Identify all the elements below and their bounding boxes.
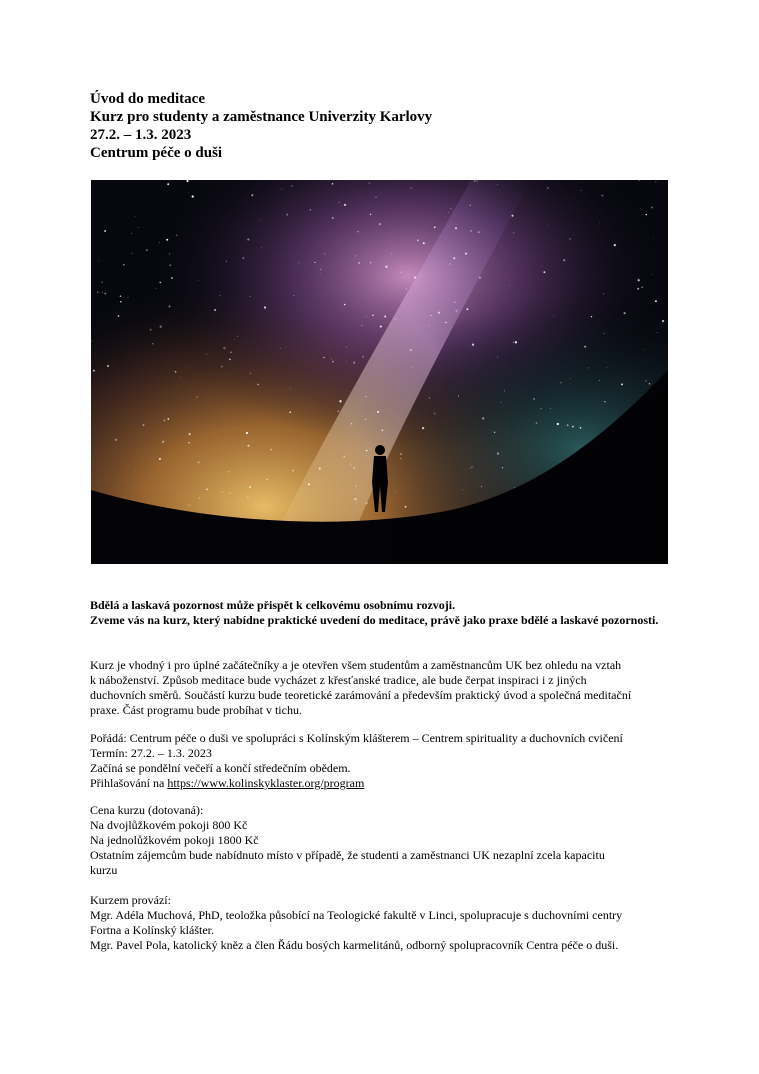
star	[223, 347, 225, 349]
star	[468, 182, 469, 183]
star	[247, 496, 248, 497]
star	[502, 467, 503, 468]
star	[544, 271, 546, 273]
star	[143, 424, 145, 426]
star	[567, 424, 569, 426]
star	[366, 450, 368, 452]
star	[150, 329, 152, 331]
star	[536, 422, 538, 424]
star	[550, 408, 551, 409]
star	[180, 377, 181, 378]
star	[657, 332, 658, 333]
star	[375, 197, 376, 198]
star	[423, 242, 425, 244]
star	[474, 180, 475, 181]
star	[429, 397, 430, 398]
star	[584, 346, 586, 348]
star	[479, 277, 481, 279]
star	[331, 358, 332, 359]
star	[533, 398, 535, 400]
star	[167, 183, 169, 185]
star	[607, 367, 608, 368]
star	[445, 322, 446, 323]
price-note-line-2: kurzu	[90, 863, 118, 877]
star	[470, 205, 472, 207]
star	[604, 333, 605, 334]
star	[557, 423, 559, 425]
guides-heading: Kurzem provází:	[90, 893, 171, 907]
star	[554, 316, 555, 317]
star	[344, 304, 346, 306]
star	[443, 306, 444, 307]
star	[481, 486, 482, 487]
star	[107, 365, 109, 367]
registration-link[interactable]: https://www.kolinskyklaster.org/program	[167, 776, 365, 790]
star	[198, 280, 199, 281]
guide-1-line-2: Fortna a Kolínský klášter.	[90, 923, 214, 937]
star	[343, 456, 344, 457]
course-dates: 27.2. – 1.3. 2023	[90, 127, 192, 143]
star	[280, 348, 281, 349]
info-paragraph	[90, 731, 670, 791]
star	[291, 185, 292, 186]
star	[186, 180, 188, 182]
description-line-1: Kurz je vhodný i pro úplné začátečníky a je otevřen všem studentům a zaměstnancům UK bez ohledu na vztah	[90, 658, 622, 672]
star	[206, 488, 208, 490]
star	[384, 315, 386, 317]
star	[152, 343, 153, 344]
star	[471, 466, 472, 467]
star	[646, 214, 647, 215]
registration-line	[90, 776, 670, 791]
star	[580, 427, 582, 429]
star	[434, 413, 436, 415]
star	[160, 282, 161, 283]
star	[395, 319, 396, 320]
star	[422, 427, 424, 429]
star	[168, 305, 170, 307]
star	[314, 262, 315, 263]
star	[599, 222, 600, 223]
star	[219, 295, 220, 296]
milky-way-illustration	[91, 180, 668, 564]
star	[261, 247, 262, 248]
star	[455, 227, 457, 229]
star	[308, 483, 310, 485]
star	[120, 295, 121, 296]
star	[614, 244, 616, 246]
description-line-2: k náboženství. Způsob meditace bude vycházet z křesťanské tradice, ale bude čerpat inspiraci i z jiných	[90, 673, 587, 687]
star	[260, 220, 261, 221]
star	[264, 306, 266, 308]
star	[131, 233, 132, 234]
star	[662, 320, 664, 322]
star	[370, 262, 371, 263]
star	[257, 384, 259, 386]
star	[431, 315, 432, 316]
star	[138, 227, 139, 228]
star	[171, 277, 173, 279]
star	[323, 357, 324, 358]
star	[603, 293, 604, 294]
star	[637, 288, 639, 290]
star	[245, 495, 246, 496]
star	[410, 349, 412, 351]
star	[118, 315, 120, 317]
star	[497, 452, 499, 454]
star	[135, 216, 136, 217]
star	[98, 261, 99, 262]
star	[355, 255, 356, 256]
star	[450, 208, 451, 209]
star	[414, 276, 416, 278]
star	[228, 471, 229, 472]
star	[653, 238, 654, 239]
star	[365, 396, 367, 398]
star	[166, 239, 168, 241]
star	[514, 487, 515, 488]
lead-line-2: Zveme vás na kurz, který nabídne praktické uvedení do meditace, právě jako praxe bdělé a laskavé pozornosti.	[90, 613, 659, 627]
star	[588, 367, 589, 368]
price-single-room: Na jednolůžkovém pokoji 1800 Kč	[90, 833, 259, 847]
star	[206, 354, 207, 355]
star	[292, 470, 294, 472]
star	[350, 464, 351, 465]
star	[332, 217, 334, 219]
star	[198, 462, 200, 464]
star	[512, 215, 514, 217]
star	[370, 214, 371, 215]
star	[412, 367, 413, 368]
star	[357, 231, 358, 232]
star	[234, 339, 235, 340]
star	[448, 212, 449, 213]
star	[621, 383, 623, 385]
description-paragraph	[90, 658, 670, 718]
star	[547, 187, 548, 188]
star	[294, 295, 295, 296]
star	[453, 257, 455, 259]
star	[127, 297, 128, 298]
star	[572, 426, 574, 428]
star	[169, 264, 171, 266]
star	[366, 502, 368, 504]
star	[97, 291, 99, 293]
header-block	[90, 90, 670, 162]
star	[346, 347, 347, 348]
star	[362, 356, 364, 358]
star	[102, 292, 103, 293]
description-line-4: praxe. Část programu bude probíhat v tichu.	[90, 703, 302, 717]
star	[226, 261, 227, 262]
star	[237, 336, 238, 337]
star	[652, 274, 653, 275]
star	[214, 309, 216, 311]
star	[429, 325, 430, 326]
star	[221, 366, 223, 368]
star	[591, 316, 592, 317]
star	[146, 249, 148, 251]
guide-1-line-1: Mgr. Adéla Muchová, PhD, teoložka působící na Teologické fakultě v Linci, spolupracuje s duchovními centry	[90, 908, 623, 922]
star	[361, 325, 362, 326]
star	[101, 281, 103, 283]
star	[289, 411, 291, 413]
star	[344, 204, 346, 206]
star	[472, 343, 474, 345]
star	[123, 264, 125, 266]
star	[242, 257, 244, 259]
star	[93, 370, 95, 372]
star	[338, 483, 339, 484]
star	[324, 253, 325, 254]
star	[271, 449, 272, 450]
star	[497, 184, 498, 185]
star	[163, 419, 165, 421]
star	[250, 373, 251, 374]
star	[379, 223, 381, 225]
star	[162, 441, 164, 443]
course-title: Úvod do meditace	[90, 91, 205, 107]
star	[175, 371, 177, 373]
star	[513, 342, 514, 343]
star	[229, 358, 231, 360]
star	[509, 285, 510, 286]
star	[286, 214, 288, 216]
registration-prefix: Přihlašování na	[90, 776, 168, 790]
star	[563, 259, 565, 261]
star	[156, 288, 157, 289]
star	[570, 378, 571, 379]
star	[332, 183, 334, 185]
star	[458, 396, 459, 397]
star	[353, 361, 355, 363]
star	[176, 235, 177, 236]
night-sky-photo	[91, 180, 668, 564]
star	[644, 349, 645, 350]
star	[339, 202, 340, 203]
star	[169, 253, 170, 254]
star	[477, 181, 478, 182]
star	[497, 357, 498, 358]
star	[599, 380, 600, 381]
star	[160, 325, 162, 327]
description-line-3: duchovních směrů. Součástí kurzu bude teoretické zarámování a především praktický úvod a společná meditační	[90, 688, 632, 702]
star	[320, 269, 322, 271]
star	[159, 242, 160, 243]
star	[250, 296, 251, 297]
star	[651, 206, 653, 208]
star	[641, 287, 642, 288]
star	[470, 468, 471, 469]
lead-line-1: Bdělá a laskavá pozornost může přispět k celkovému osobnímu rozvoji.	[90, 598, 456, 612]
star	[649, 383, 650, 384]
star	[366, 316, 367, 317]
star	[465, 253, 467, 255]
guides-paragraph	[90, 893, 670, 953]
star	[132, 253, 133, 254]
star	[247, 238, 249, 240]
star	[482, 417, 484, 419]
star	[290, 388, 291, 389]
star	[353, 467, 355, 469]
star	[400, 453, 402, 455]
course-organizer: Centrum péče o duši	[90, 145, 223, 161]
star	[355, 485, 357, 487]
star	[392, 253, 393, 254]
star	[501, 402, 502, 403]
star	[346, 361, 347, 362]
star	[604, 401, 605, 402]
star	[645, 380, 646, 381]
star	[400, 458, 401, 459]
star	[504, 390, 505, 391]
star	[159, 458, 161, 460]
star	[581, 190, 582, 191]
schedule-line: Začíná se pondělní večeří a končí středečním obědem.	[90, 761, 351, 775]
star	[120, 301, 121, 302]
term-line: Termín: 27.2. – 1.3. 2023	[90, 746, 212, 760]
star	[478, 231, 480, 233]
star	[246, 432, 248, 434]
course-subtitle: Kurz pro studenty a zaměstnance Univerzity Karlovy	[90, 109, 433, 125]
star	[197, 396, 198, 397]
star	[638, 279, 640, 281]
star	[189, 505, 190, 506]
star	[448, 227, 449, 228]
star	[189, 433, 191, 435]
star	[377, 411, 379, 413]
star	[395, 491, 396, 492]
star	[233, 429, 234, 430]
star	[405, 506, 407, 508]
star	[400, 271, 401, 272]
star	[310, 209, 312, 211]
star	[639, 180, 640, 181]
star	[454, 302, 455, 303]
lead-text	[90, 598, 670, 628]
star	[167, 418, 169, 420]
star	[434, 226, 436, 228]
price-paragraph	[90, 803, 670, 878]
price-double-room: Na dvojlůžkovém pokoji 800 Kč	[90, 818, 248, 832]
star	[115, 439, 117, 441]
star	[281, 189, 282, 190]
star	[319, 468, 321, 470]
star	[261, 509, 262, 510]
star	[449, 263, 450, 264]
star	[466, 308, 468, 310]
star	[247, 445, 249, 447]
star	[456, 310, 458, 312]
star	[417, 239, 419, 241]
star	[547, 225, 548, 226]
star	[515, 341, 517, 343]
star	[104, 293, 106, 295]
star	[354, 498, 356, 500]
star	[351, 423, 352, 424]
star	[602, 195, 604, 197]
star	[470, 230, 472, 232]
star	[320, 273, 321, 274]
price-note-line-1: Ostatním zájemcům bude nabídnuto místo v případě, že studenti a zaměstnanci UK nezaplní zcela kapacitu	[90, 848, 605, 862]
guide-2: Mgr. Pavel Pola, katolický kněz a člen Řádu bosých karmelitánů, odborný spolupracovník Centra péče o duši.	[90, 938, 619, 952]
star	[462, 490, 463, 491]
star	[624, 312, 626, 314]
star	[569, 238, 570, 239]
star	[656, 181, 657, 182]
star	[251, 194, 253, 196]
star	[406, 289, 407, 290]
star	[513, 232, 514, 233]
star	[380, 325, 382, 327]
star	[188, 442, 190, 444]
star	[104, 230, 106, 232]
star	[192, 195, 194, 197]
price-heading: Cena kurzu (dotovaná):	[90, 803, 204, 817]
star	[199, 497, 200, 498]
star	[230, 351, 232, 353]
star	[339, 400, 341, 402]
star	[358, 262, 360, 264]
star	[188, 192, 189, 193]
star	[560, 382, 562, 384]
star	[410, 187, 411, 188]
star	[369, 183, 370, 184]
star	[229, 493, 230, 494]
star	[337, 410, 339, 412]
star	[655, 300, 657, 302]
star	[438, 312, 440, 314]
star	[332, 361, 334, 363]
star	[135, 470, 136, 471]
star	[372, 315, 373, 316]
star	[494, 432, 495, 433]
star	[249, 486, 251, 488]
star	[266, 479, 268, 481]
star	[541, 408, 542, 409]
organizer-line: Pořádá: Centrum péče o duši ve spolupráci s Kolínským klášterem – Centrem spirituality a duchovních cvičení	[90, 731, 623, 745]
star	[374, 365, 375, 366]
star	[365, 419, 366, 420]
star	[385, 266, 387, 268]
star	[382, 429, 384, 431]
star	[222, 491, 223, 492]
star	[298, 262, 299, 263]
